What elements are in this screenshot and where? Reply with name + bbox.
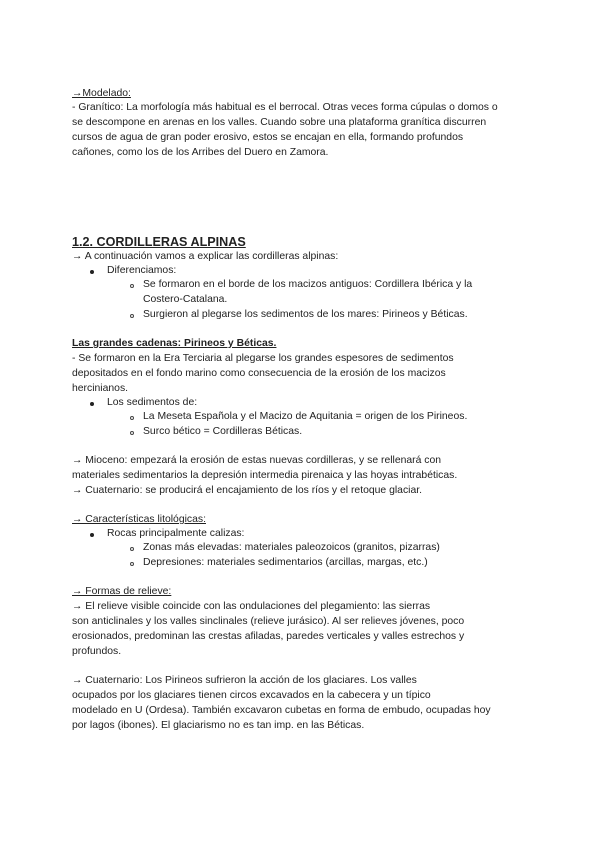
formas-heading: → Formas de relieve: bbox=[72, 586, 172, 597]
formas-line: → El relieve visible coincide con las ondulaciones del plegamiento: las sierras bbox=[72, 601, 431, 612]
modelado-line: - Granítico: La morfología más habitual es el berrocal. Otras veces forma cúpulas o domos o bbox=[72, 102, 498, 113]
grandes-bullet: Los sedimentos de: bbox=[107, 397, 198, 408]
section-sub1-cont: Costero-Catalana. bbox=[143, 294, 228, 305]
section-title: 1.2. CORDILLERAS ALPINAS bbox=[72, 235, 246, 249]
grandes-line: depositados en el fondo marino como consecuencia de la erosión de los macizos bbox=[72, 368, 446, 379]
grandes-line: - Se formaron en la Era Terciaria al plegarse los grandes espesores de sedimentos bbox=[72, 353, 454, 364]
cuaternario-line: ocupados por los glaciares tienen circos excavados en la cabecera y un típico bbox=[72, 690, 431, 701]
section-bullet: Diferenciamos: bbox=[107, 265, 177, 276]
grandes-sub2: Surco bético = Cordilleras Béticas. bbox=[143, 426, 303, 437]
circle-bullet-icon bbox=[130, 547, 134, 551]
section-sub2: Surgieron al plegarse los sedimentos de los mares: Pirineos y Béticas. bbox=[143, 309, 468, 320]
modelado-line: se descompone en arenas en los valles. Cuando sobre una plataforma granítica discurren bbox=[72, 117, 487, 128]
circle-bullet-icon bbox=[130, 562, 134, 566]
bullet-icon bbox=[90, 533, 94, 537]
grandes-heading: Las grandes cadenas: Pirineos y Béticas. bbox=[72, 338, 277, 349]
cuaternario-line: → Cuaternario: Los Pirineos sufrieron la acción de los glaciares. Los valles bbox=[72, 675, 417, 686]
mioceno-line: → Mioceno: empezará la erosión de estas nuevas cordilleras, y se rellenará con bbox=[72, 455, 442, 466]
bullet-icon bbox=[90, 270, 94, 274]
litologicas-heading: → Características litológicas: bbox=[72, 514, 206, 525]
modelado-line: cursos de agua de gran poder erosivo, estos se encajan en ella, formando profundos bbox=[72, 132, 464, 143]
formas-line: profundos. bbox=[72, 646, 122, 657]
grandes-sub1: La Meseta Española y el Macizo de Aquitania = origen de los Pirineos. bbox=[143, 411, 468, 422]
section-intro: → A continuación vamos a explicar las cordilleras alpinas: bbox=[72, 251, 339, 262]
bullet-icon bbox=[90, 402, 94, 406]
circle-bullet-icon bbox=[130, 431, 134, 435]
litologicas-bullet: Rocas principalmente calizas: bbox=[107, 528, 245, 539]
circle-bullet-icon bbox=[130, 416, 134, 420]
cuaternario-line: modelado en U (Ordesa). También excavaron cubetas en forma de embudo, ocupadas hoy bbox=[72, 705, 491, 716]
litologicas-sub2: Depresiones: materiales sedimentarios (arcillas, margas, etc.) bbox=[143, 557, 428, 568]
cuaternario-line: por lagos (ibones). El glaciarismo no es tan imp. en las Béticas. bbox=[72, 720, 365, 731]
circle-bullet-icon bbox=[130, 284, 134, 288]
litologicas-sub1: Zonas más elevadas: materiales paleozoicos (granitos, pizarras) bbox=[143, 542, 440, 553]
circle-bullet-icon bbox=[130, 314, 134, 318]
formas-line: son anticlinales y los valles sinclinales (relieve jurásico). Al ser relieves jóvenes, poco bbox=[72, 616, 465, 627]
section-sub1: Se formaron en el borde de los macizos antiguos: Cordillera Ibérica y la bbox=[143, 279, 473, 290]
modelado-heading: →Modelado: bbox=[72, 88, 131, 99]
grandes-line: hercinianos. bbox=[72, 383, 129, 394]
formas-line: erosionados, predominan las crestas afiladas, paredes verticales y valles estrechos y bbox=[72, 631, 465, 642]
modelado-line: cañones, como los de los Arribes del Duero en Zamora. bbox=[72, 147, 329, 158]
mioceno-line: materiales sedimentarios la depresión intermedia pirenaica y las hoyas intrabéticas. bbox=[72, 470, 458, 481]
mioceno-line: → Cuaternario: se producirá el encajamiento de los ríos y el retoque glaciar. bbox=[72, 485, 423, 496]
